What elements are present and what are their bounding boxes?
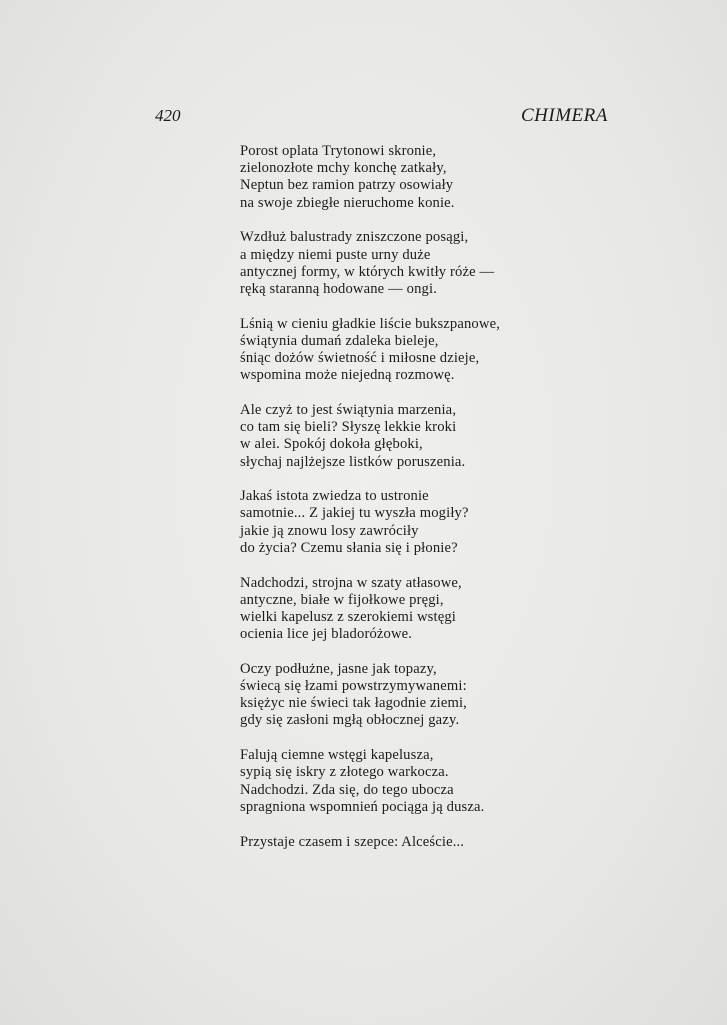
poem-line: Porost oplata Trytonowi skronie, [240, 143, 437, 159]
poem-line: co tam się bieli? Słyszę lekkie kroki [240, 419, 457, 436]
poem-stanza [240, 747, 500, 816]
poem-line: Wzdłuż balustrady zniszczone posągi, [240, 229, 469, 246]
poem-line: antycznej formy, w których kwitły róże — [240, 263, 495, 280]
poem-line: świątynia dumań zdaleka bieleje, [240, 332, 439, 349]
poem-line: w alei. Spokój dokoła głęboki, [240, 436, 423, 453]
poem-line: Nadchodzi, strojna w szaty atłasowe, [240, 574, 462, 591]
poem-line: wielki kapelusz z szerokiemi wstęgi [240, 608, 456, 625]
poem-stanza [240, 402, 500, 471]
poem-line: spragniona wspomnień pociąga ją dusza. [240, 798, 485, 815]
poem-line: śniąc dożów świetność i miłosne dzieje, [240, 350, 480, 367]
page-number: 420 [155, 106, 181, 125]
poem-line: a między niemi puste urny duże [240, 246, 431, 263]
poem-line: Przystaje czasem i szepce: Alceście... [240, 833, 465, 850]
poem-line: księżyc nie świeci tak łagodnie ziemi, [240, 695, 467, 712]
poem-line: słychaj najlżejsze listków poruszenia. [240, 453, 466, 470]
poem-line: świecą się łzami powstrzymywanemi: [240, 678, 467, 695]
poem-line: Ale czyż to jest świątynia marzenia, [240, 401, 457, 418]
poem-line: antyczne, białe w fijołkowe pręgi, [240, 591, 444, 608]
poem-line: do życia? Czemu słania się i płonie? [240, 539, 458, 556]
poem-line: zielonozłote mchy konchę zatkały, [240, 160, 447, 177]
poem-line: ręką staranną hodowane — ongi. [240, 280, 437, 297]
poem-stanza [240, 229, 500, 298]
poem-line: Oczy podłużne, jasne jak topazy, [240, 660, 437, 677]
poem-line: gdy się zasłoni mgłą obłocznej gazy. [240, 712, 460, 729]
poem-line: samotnie... Z jakiej tu wyszła mogiły? [240, 505, 469, 522]
poem-line: na swoje zbiegłe nieruchome konie. [240, 194, 455, 211]
poem-stanza [240, 575, 500, 644]
poem-body [240, 143, 500, 868]
poem-line: sypią się iskry z złotego warkocza. [240, 764, 449, 781]
poem-stanza [240, 143, 500, 212]
poem-line: Jakaś istota zwiedza to ustronie [240, 488, 429, 505]
poem-stanza [240, 661, 500, 730]
running-title: CHIMERA [521, 105, 608, 126]
poem-line: Neptun bez ramion patrzy osowiały [240, 177, 454, 194]
poem-stanza [240, 834, 500, 851]
poem-stanza [240, 316, 500, 385]
poem-line: Falują ciemne wstęgi kapelusza, [240, 747, 434, 764]
poem-stanza [240, 488, 500, 557]
poem-line: jakie ją znowu losy zawróciły [240, 522, 419, 539]
poem-line: Lśnią w cieniu gładkie liście bukszpanowe, [240, 315, 500, 332]
poem-line: Nadchodzi. Zda się, do tego ubocza [240, 781, 454, 798]
poem-line: wspomina może niejedną rozmowę. [240, 367, 455, 384]
poem-line: ocienia lice jej bladoróżowe. [240, 626, 413, 643]
